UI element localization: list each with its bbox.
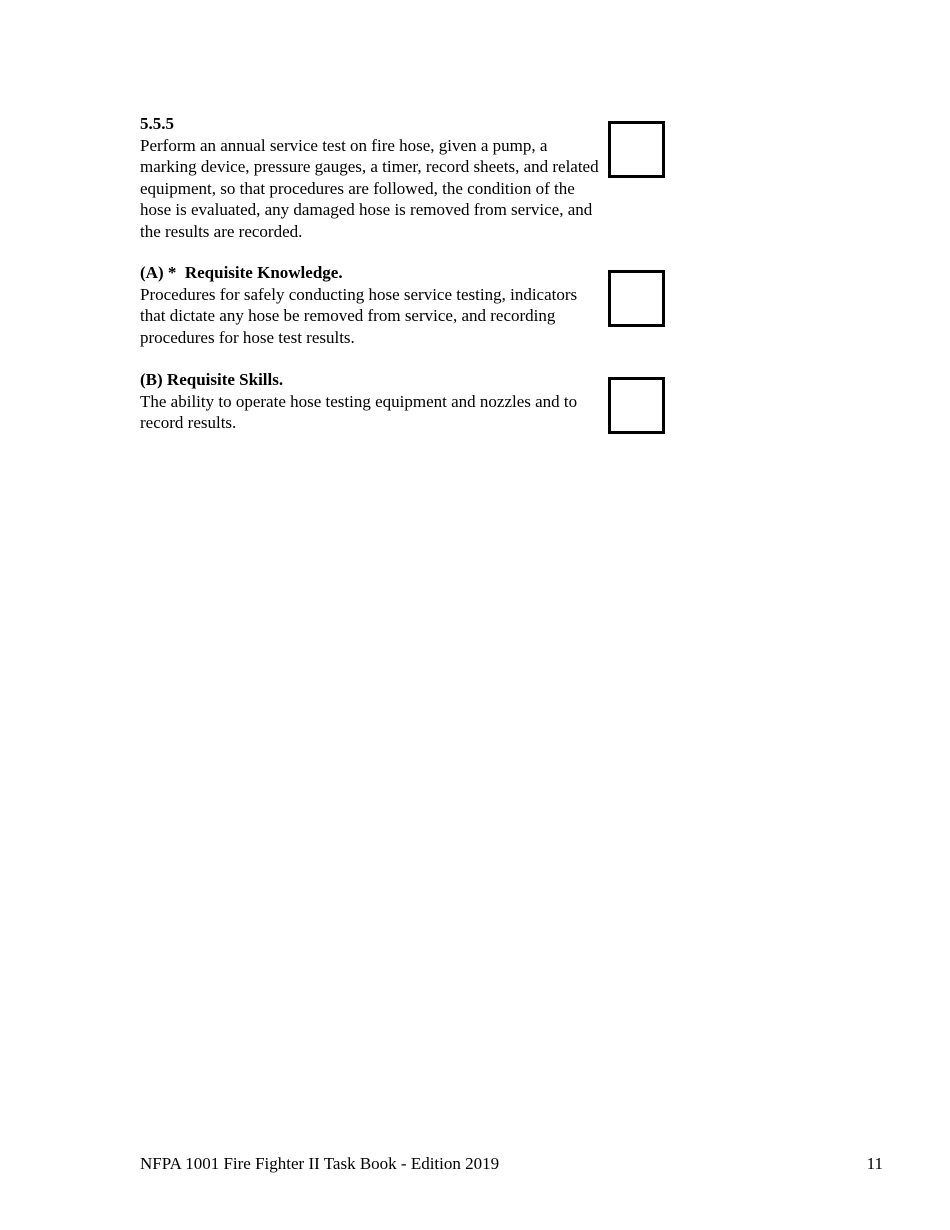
requisite-knowledge-checkbox[interactable] (608, 270, 665, 327)
section-requisite-knowledge (140, 262, 600, 348)
section-body: Perform an annual service test on fire hose, given a pump, a marking device, pressure gauges, a timer, record sheets, and related equipment, so that procedures are followed, the condition of the hose is evaluated, any damaged hose is removed from service, and the results are recorded. (140, 135, 599, 241)
section-body: The ability to operate hose testing equipment and nozzles and to record results. (140, 391, 578, 432)
footer-document-title: NFPA 1001 Fire Fighter II Task Book - Edition 2019 (140, 1154, 500, 1173)
section-title: 5.5.5 (140, 114, 174, 133)
section-body: Procedures for safely conducting hose service testing, indicators that dictate any hose be removed from service, and recording procedures for hose test results. (140, 284, 578, 347)
section-title: (A) * Requisite Knowledge. (140, 263, 343, 282)
section-5-5-5 (140, 113, 600, 242)
section-title: (B) Requisite Skills. (140, 370, 284, 389)
section-requisite-skills (140, 369, 600, 434)
footer-page-number: 11 (866, 1154, 883, 1173)
section-5-5-5-checkbox[interactable] (608, 121, 665, 178)
requisite-skills-checkbox[interactable] (608, 377, 665, 434)
